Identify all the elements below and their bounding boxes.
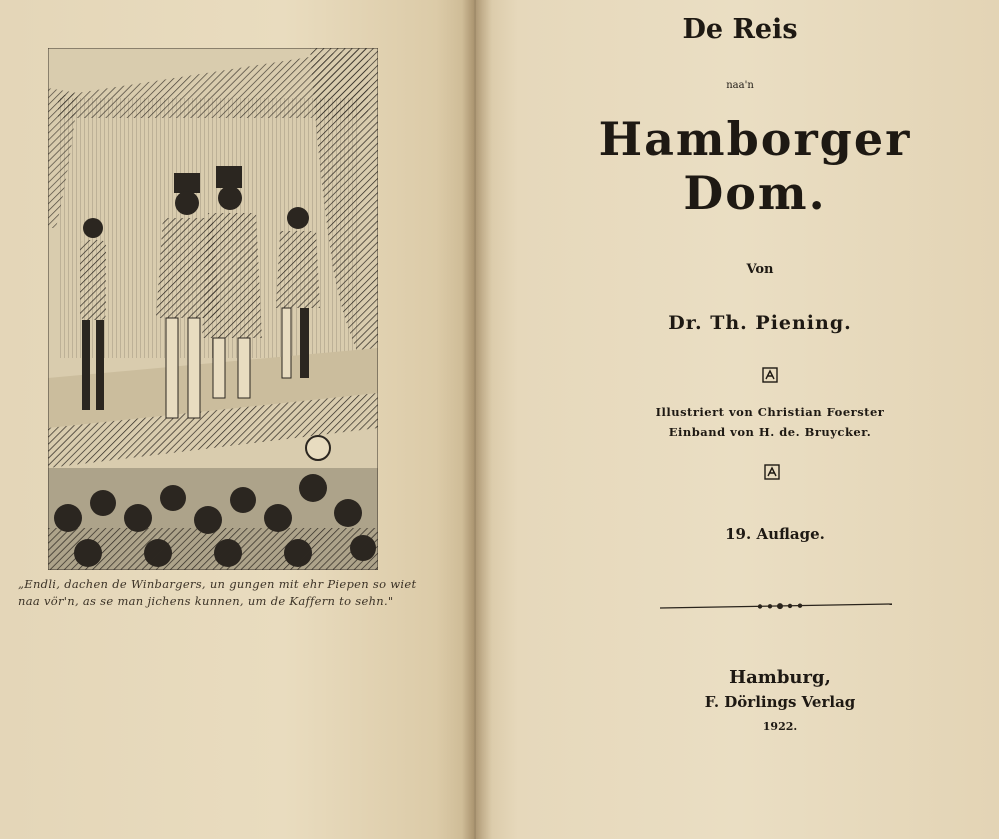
illustration-caption: [18, 576, 438, 610]
binding-credit: Einband von H. de. Bruycker.: [668, 425, 872, 439]
main-title: Hamborger Dom.: [598, 112, 912, 220]
engraving-illustration: [48, 48, 378, 570]
publisher-emblem-icon: [762, 367, 778, 383]
stage-scene-image: [48, 48, 378, 570]
publisher-emblem-icon: [764, 464, 780, 480]
decorative-rule: [660, 598, 892, 618]
title-top: De Reis: [682, 14, 798, 45]
book-gutter: [462, 0, 492, 839]
publication-year: 1922.: [762, 720, 798, 733]
caption-line-1: „Endli, dachen de Winbargers, un gungen mit ehr Piepen so wiet: [18, 577, 417, 591]
author-name: Dr. Th. Piening.: [668, 312, 852, 334]
publisher-name: F. Dörlings Verlag: [704, 693, 856, 711]
by-label: Von: [746, 262, 774, 277]
title-connector: naa'n: [726, 80, 754, 91]
edition-label: 19. Auflage.: [725, 525, 825, 543]
illustrator-credit: Illustriert von Christian Foerster: [655, 405, 885, 419]
caption-line-2: naa vör'n, as se man jichens kunnen, um de Kaffern to sehn.": [18, 594, 394, 608]
publisher-city: Hamburg,: [729, 667, 831, 688]
